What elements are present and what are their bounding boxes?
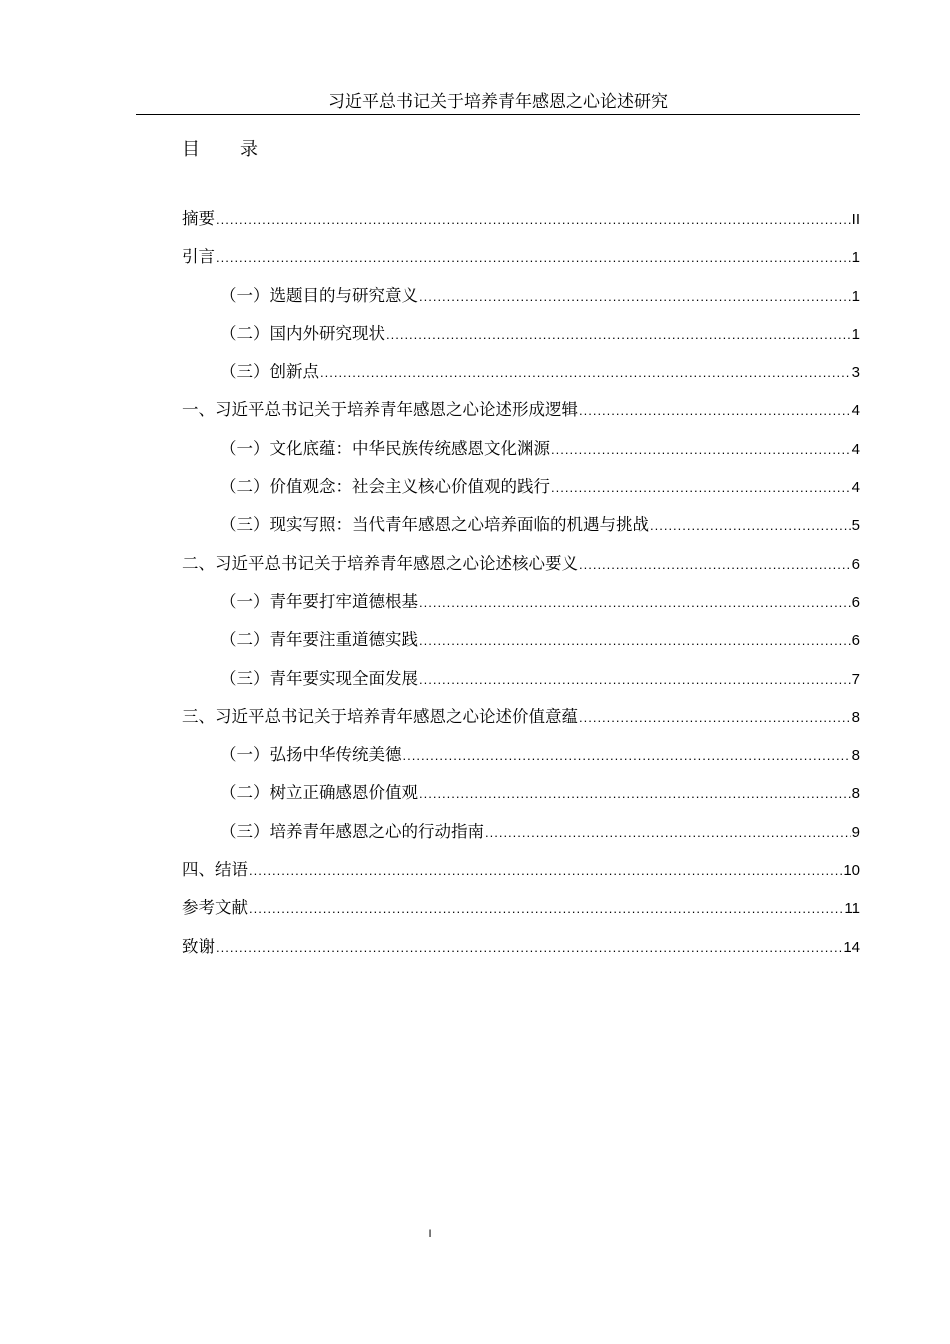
toc-dot-leader <box>551 436 851 464</box>
toc-entry[interactable] <box>182 511 860 549</box>
toc-entry-page: 5 <box>851 517 860 535</box>
toc-entry-text: （一）文化底蕴：中华民族传统感恩文化渊源 <box>220 438 550 458</box>
toc-dot-leader <box>403 742 851 770</box>
toc-entry-text: （三）青年要实现全面发展 <box>220 668 418 688</box>
toc-entry-page: 1 <box>851 249 860 267</box>
toc-entry-page: 8 <box>851 708 860 726</box>
toc-entry[interactable] <box>182 818 860 856</box>
toc-dot-leader <box>419 589 851 617</box>
header-rule <box>136 114 860 115</box>
running-header: 习近平总书记关于培养青年感恩之心论述研究 <box>328 92 668 112</box>
toc-entry[interactable] <box>182 243 860 281</box>
toc-dot-leader <box>579 704 851 732</box>
toc-dot-leader <box>320 359 851 387</box>
toc-dot-leader <box>579 551 851 579</box>
toc-dot-leader <box>551 474 851 502</box>
toc-entry-page: 10 <box>843 862 860 880</box>
toc-entry[interactable] <box>182 205 860 243</box>
toc-dot-leader <box>216 206 851 234</box>
toc-dot-leader <box>216 244 851 272</box>
toc-dot-leader <box>386 321 851 349</box>
toc-entry-text: 参考文献 <box>182 898 248 918</box>
toc-entry[interactable] <box>182 665 860 703</box>
toc-entry[interactable] <box>182 282 860 320</box>
toc-entry-text: （一）弘扬中华传统美德 <box>220 745 402 765</box>
toc-entry-page: 7 <box>851 670 860 688</box>
toc-entry[interactable] <box>182 358 860 396</box>
toc-title-part1: 目 <box>182 139 200 160</box>
toc-entry[interactable] <box>182 626 860 664</box>
toc-entry[interactable] <box>182 473 860 511</box>
toc-dot-leader <box>419 666 851 694</box>
toc-entry-text: （三）培养青年感恩之心的行动指南 <box>220 821 484 841</box>
toc-entry-page: 11 <box>844 900 860 918</box>
toc-entry[interactable] <box>182 320 860 358</box>
toc-entry-text: （二）国内外研究现状 <box>220 323 385 343</box>
toc-entry-page: 4 <box>851 479 860 497</box>
toc-entry-page: 9 <box>851 823 860 841</box>
toc-entry-page: 8 <box>851 785 860 803</box>
toc-entry-text: （三）创新点 <box>220 362 319 382</box>
toc-entry-page: 4 <box>851 440 860 458</box>
toc-entry-text: 引言 <box>182 247 215 267</box>
toc-title-part2: 录 <box>240 139 258 160</box>
toc-entry[interactable] <box>182 933 860 971</box>
page-number: I <box>428 1228 432 1240</box>
toc-entry-page: 1 <box>851 287 860 305</box>
toc-entry-page: 4 <box>851 402 860 420</box>
toc-dot-leader <box>485 819 851 847</box>
toc-entry-page: 6 <box>851 632 860 650</box>
toc-entry-page: 14 <box>843 938 860 956</box>
toc-entry[interactable] <box>182 741 860 779</box>
toc-dot-leader <box>419 780 851 808</box>
toc-entry-text: 摘要 <box>182 209 215 228</box>
toc-entry-page: 6 <box>851 593 860 611</box>
toc-entry-page: 6 <box>851 555 860 573</box>
toc-dot-leader <box>650 512 851 540</box>
toc-entry[interactable] <box>182 435 860 473</box>
toc-entry-page: 8 <box>851 747 860 765</box>
toc-entry-text: 四、结语 <box>182 860 248 880</box>
toc-entry[interactable] <box>182 396 860 434</box>
toc-entry-text: （一）选题目的与研究意义 <box>220 285 418 305</box>
toc-entry[interactable] <box>182 703 860 741</box>
toc-entry-text: 三、习近平总书记关于培养青年感恩之心论述价值意蕴 <box>182 706 578 726</box>
toc-dot-leader <box>419 627 851 655</box>
toc-entry[interactable] <box>182 894 860 932</box>
toc-entry-text: （二）青年要注重道德实践 <box>220 630 418 650</box>
toc-entry-text: （一）青年要打牢道德根基 <box>220 591 418 611</box>
toc-dot-leader <box>249 857 842 885</box>
toc-dot-leader <box>216 934 842 962</box>
toc-dot-leader <box>579 397 851 425</box>
toc-entry-page: 1 <box>851 325 860 343</box>
toc-entry-text: 一、习近平总书记关于培养青年感恩之心论述形成逻辑 <box>182 400 578 420</box>
toc-entry-text: （二）价值观念：社会主义核心价值观的践行 <box>220 477 550 497</box>
toc-entry-text: 二、习近平总书记关于培养青年感恩之心论述核心要义 <box>182 553 578 573</box>
toc-entry[interactable] <box>182 779 860 817</box>
toc-entry-page: II <box>851 211 860 228</box>
toc-entry-page: 3 <box>851 364 860 382</box>
toc-dot-leader <box>419 283 851 311</box>
toc-entry-text: 致谢 <box>182 936 215 956</box>
toc-entry[interactable] <box>182 856 860 894</box>
toc-title <box>182 137 258 163</box>
toc-entry-text: （二）树立正确感恩价值观 <box>220 783 418 803</box>
toc-entry-text: （三）现实写照：当代青年感恩之心培养面临的机遇与挑战 <box>220 515 649 535</box>
toc-entry[interactable] <box>182 550 860 588</box>
toc-entry[interactable] <box>182 588 860 626</box>
table-of-contents <box>182 205 860 971</box>
toc-dot-leader <box>249 895 843 923</box>
